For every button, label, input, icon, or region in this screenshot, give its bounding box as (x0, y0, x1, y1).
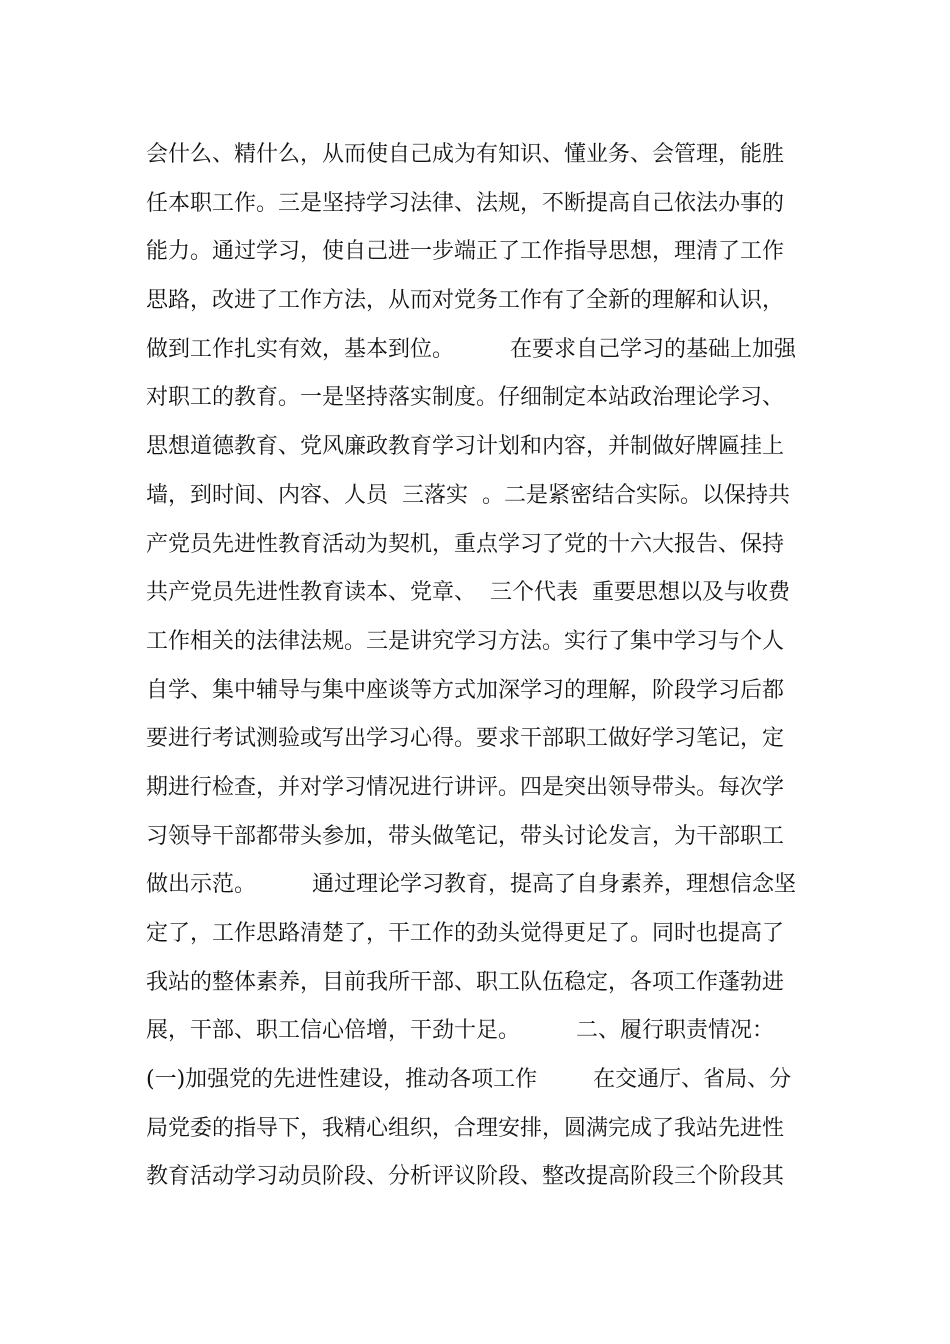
text-line: 工作相关的法律法规。三是讲究学习方法。实行了集中学习与个人 (146, 628, 785, 654)
text-line: (一)加强党的先进性建设，推动各项工作 在交通厅、省局、分 (146, 1067, 792, 1093)
text-line: 思想道德教育、党风廉政教育学习计划和内容，并制做好牌匾挂上 (146, 434, 785, 460)
text-line: 墙，到时间、内容、人员 三落实 。二是紧密结合实际。以保持共 (146, 482, 790, 508)
text-line: 思路，改进了工作方法，从而对党务工作有了全新的理解和认识， (146, 288, 785, 314)
text-line: 教育活动学习动员阶段、分析评议阶段、整改提高阶段三个阶段其 (146, 1164, 785, 1190)
text-line: 我站的整体素养，目前我所干部、职工队伍稳定，各项工作蓬勃进 (146, 969, 785, 995)
text-line: 任本职工作。三是坚持学习法律、法规，不断提高自己依法办事的 (146, 190, 785, 216)
text-line: 能力。通过学习，使自己进一步端正了工作指导思想，理清了工作 (146, 239, 785, 265)
text-line: 共产党员先进性教育读本、党章、 三个代表 重要思想以及与收费 (146, 580, 790, 606)
text-line: 产党员先进性教育活动为契机，重点学习了党的十六大报告、保持 (146, 531, 785, 557)
text-line: 做出示范。 通过理论学习教育，提高了自身素养，理想信念坚 (146, 872, 796, 898)
text-line: 局党委的指导下，我精心组织，合理安排，圆满完成了我站先进性 (146, 1115, 785, 1141)
text-line: 会什么、精什么，从而使自己成为有知识、懂业务、会管理，能胜 (146, 142, 785, 167)
text-line: 自学、集中辅导与集中座谈等方式加深学习的理解，阶段学习后都 (146, 677, 785, 703)
text-line: 习领导干部都带头参加，带头做笔记，带头讨论发言，为干部职工 (146, 823, 785, 849)
text-line: 期进行检查，并对学习情况进行讲评。四是突出领导带头。每次学 (146, 774, 785, 800)
text-line: 做到工作扎实有效，基本到位。 在要求自己学习的基础上加强 (146, 336, 796, 362)
text-line: 要进行考试测验或写出学习心得。要求干部职工做好学习笔记，定 (146, 726, 785, 752)
text-line: 展，干部、职工信心倍增，干劲十足。 二、履行职责情况： (146, 1018, 774, 1044)
text-line: 定了，工作思路清楚了，干工作的劲头觉得更足了。同时也提高了 (146, 921, 785, 946)
body-text (146, 131, 816, 1202)
text-line: 对职工的教育。一是坚持落实制度。仔细制定本站政治理论学习、 (146, 385, 785, 411)
